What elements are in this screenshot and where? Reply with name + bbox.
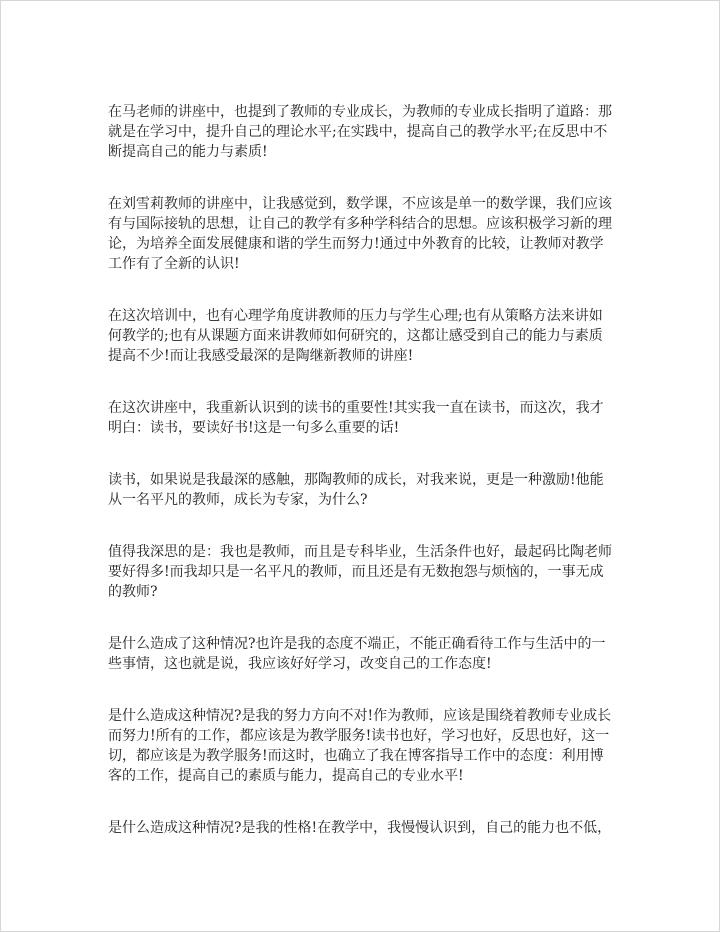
paragraph-2: 在刘雪莉教师的讲座中，让我感觉到，数学课，不应该是单一的数学课，我们应该 有与国际接轨的思想，让自己的教学有多种学科结合的思想。应该积极学习新的理 论，为培养全面发展健康和谐的学生而努力!通过中外教育的比较，让教师对教学 工作有了全新的认识! [108,196,612,272]
paragraph-5: 读书，如果说是我最深的感触，那陶教师的成长，对我来说，更是一种激励!他能 从一名平凡的教师，成长为专家，为什么? [108,472,604,508]
paragraph-8: 是什么造成这种情况?是我的努力方向不对!作为教师，应该是围绕着教师专业成长 而努力!所有的工作，都应该是为教学服务!读书也好，学习也好，反思也好，这一 切，都应该是为教学服务!而这时，也确立了我在博客指导工作中的态度：利用博 客的工作，提高自己的素质与能力，提高自己的专业水平! [108,708,612,784]
paragraph-4: 在这次讲座中，我重新认识到的读书的重要性!其实我一直在读书，而这次，我才 明白：读书，要读好书!这是一句多么重要的话! [108,400,604,436]
paragraph-6: 值得我深思的是：我也是教师，而且是专科毕业，生活条件也好，最起码比陶老师 要好得多!而我却只是一名平凡的教师，而且还是有无数抱怨与烦恼的，一事无成 的教师? [108,544,612,600]
paragraph-1: 在马老师的讲座中，也提到了教师的专业成长，为教师的专业成长指明了道路：那 就是在学习中，提升自己的理论水平;在实践中，提高自己的教学水平;在反思中不 断提高自己的能力与素质! [108,104,612,160]
paragraph-7: 是什么造成了这种情况?也许是我的态度不端正，不能正确看待工作与生活中的一 些事情，这也就是说，我应该好好学习，改变自己的工作态度! [108,636,606,672]
paragraph-3: 在这次培训中，也有心理学角度讲教师的压力与学生心理;也有从策略方法来讲如 何教学的;也有从课题方面来讲教师如何研究的，这都让感受到自己的能力与素质 提高不少!而让我感受最深的是陶继新教师的讲座! [108,308,603,364]
paragraph-9: 是什么造成这种情况?是我的性格!在教学中，我慢慢认识到，自己的能力也不低， [108,820,612,836]
